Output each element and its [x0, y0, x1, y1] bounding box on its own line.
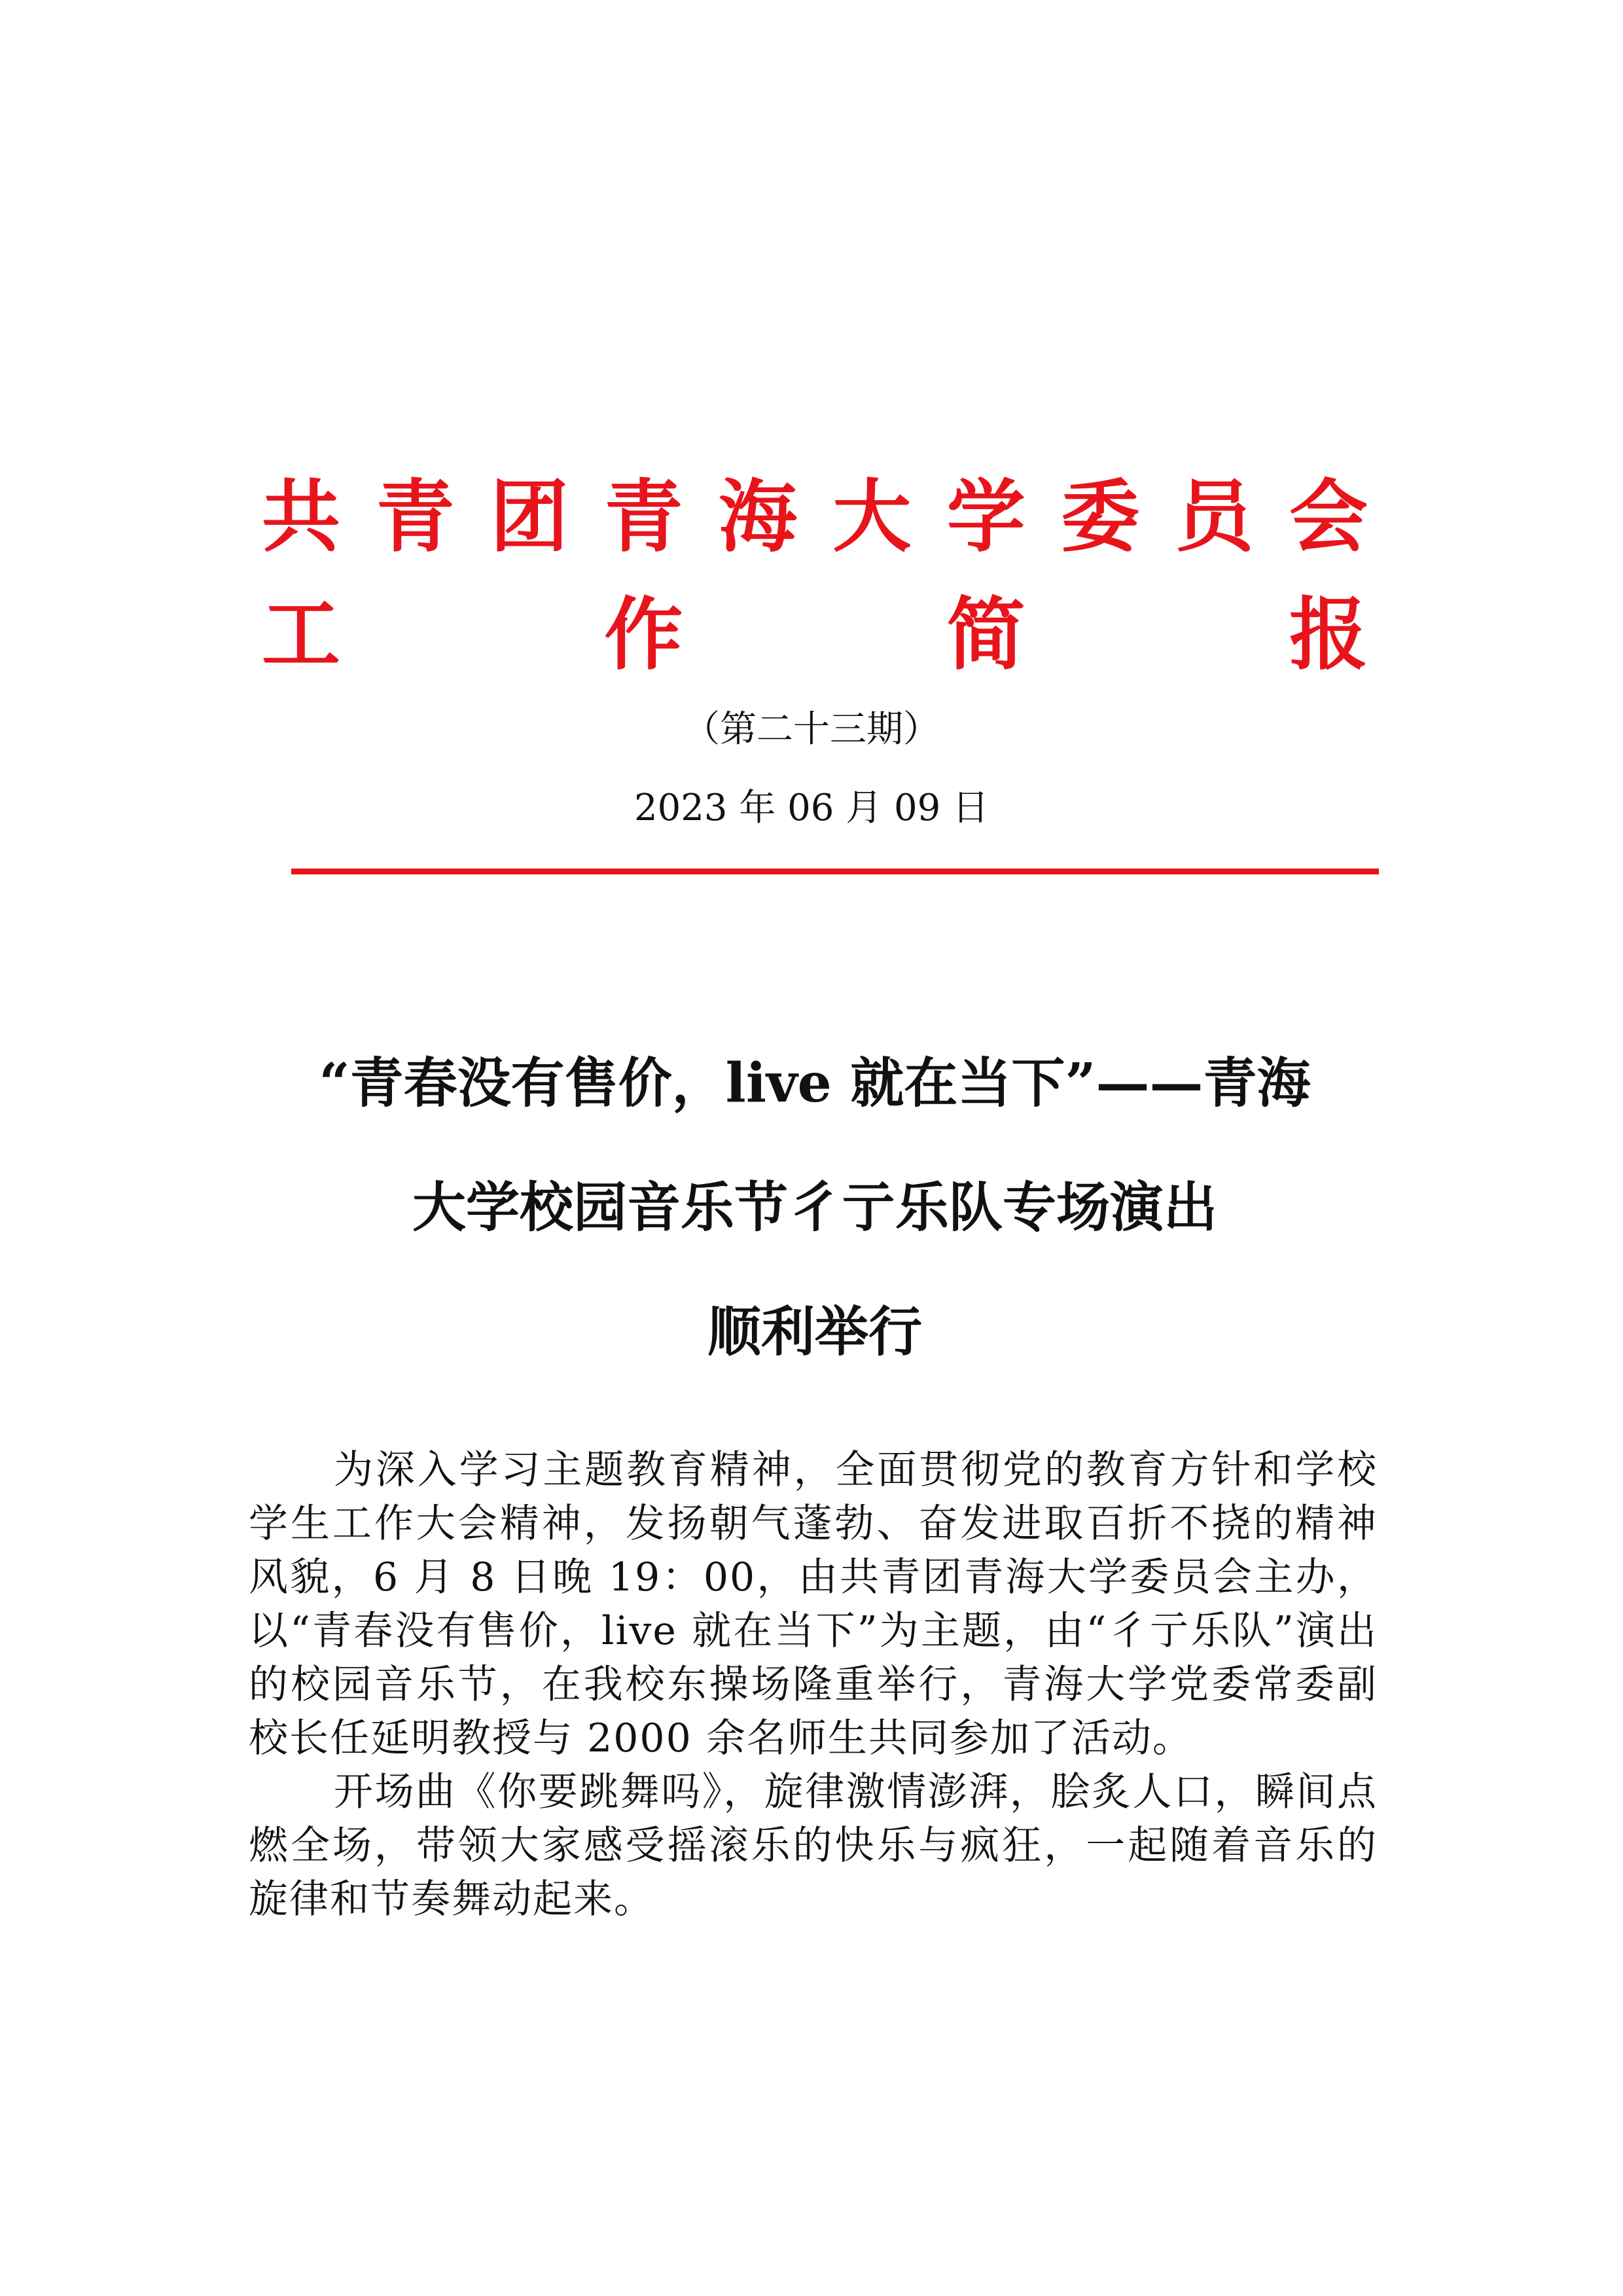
article-title-line: 大学校园音乐节彳亍乐队专场演出	[412, 1176, 1217, 1239]
article-body	[249, 1443, 1378, 1926]
article-title-line: “青春没有售价，live 就在当下”——青海	[319, 1052, 1311, 1115]
article-title-line: 顺利举行	[707, 1300, 922, 1363]
article-paragraph: 为深入学习主题教育精神，全面贯彻党的教育方针和学校学生工作大会精神，发扬朝气蓬勃、奋发进取百折不挠的精神风貌，6 月 8 日晚 19：00，由共青团青海大学委员会主办，以“青春没有售价，live 就在当下”为主题，由“彳亍乐队”演出的校园音乐节，在我校东操场隆重举行，青海大学党委常委副校长任延明教授与 2000 余名师生共同参加了活动。	[249, 1447, 1378, 1761]
masthead-char: 学	[946, 471, 1026, 563]
masthead-char: 共	[262, 471, 340, 563]
masthead-char: 报	[1289, 588, 1368, 681]
masthead-publication-name	[252, 576, 1378, 694]
issue-date: 2023 年 06 月 09 日	[633, 787, 990, 829]
masthead-char: 团	[490, 471, 569, 563]
issue-number: （第二十三期）	[683, 708, 940, 751]
article-paragraph: 开场曲《你要跳舞吗》，旋律激情澎湃，脍炙人口，瞬间点燃全场，带领大家感受摇滚乐的快乐与疯狂，一起随着音乐的旋律和节奏舞动起来。	[249, 1769, 1378, 1922]
header-divider	[291, 869, 1379, 874]
masthead-org-name	[252, 458, 1378, 576]
masthead-char: 委	[1061, 471, 1140, 563]
masthead-char: 简	[946, 588, 1026, 681]
masthead-char: 会	[1289, 471, 1368, 563]
article-title	[252, 1021, 1378, 1394]
masthead-char: 作	[604, 588, 683, 681]
masthead-char: 青	[376, 471, 455, 563]
masthead-char: 员	[1175, 471, 1254, 563]
masthead-char: 大	[832, 471, 912, 563]
masthead-char: 青	[604, 471, 683, 563]
masthead-char: 海	[718, 471, 797, 563]
masthead-char: 工	[262, 588, 340, 681]
